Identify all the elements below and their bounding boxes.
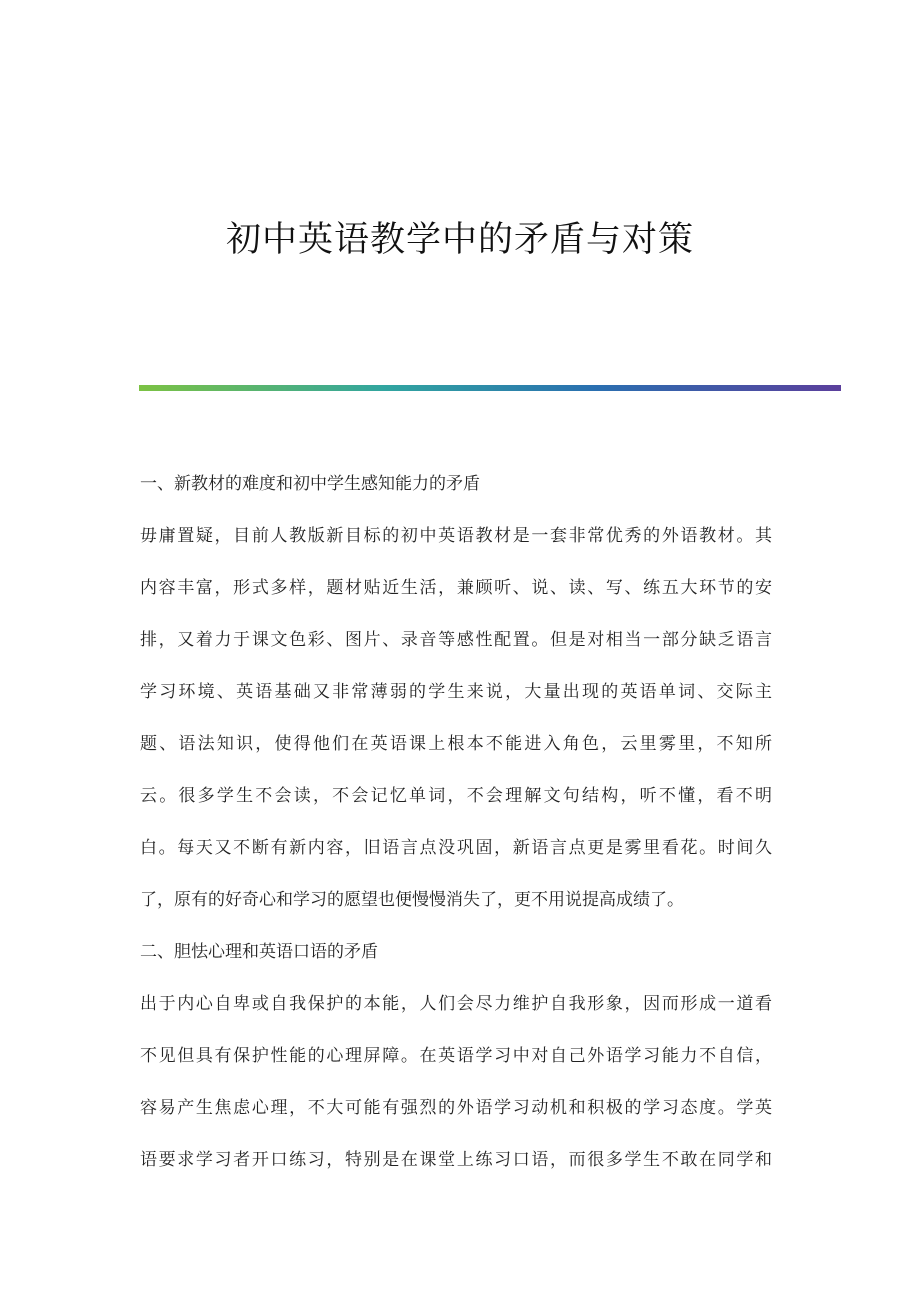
paragraph-line: 出于内心自卑或自我保护的本能，人们会尽力维护自我形象，因而形成一道看 <box>140 994 772 1014</box>
paragraph-line: 云。很多学生不会读，不会记忆单词，不会理解文句结构，听不懂，看不明 <box>140 786 772 806</box>
paragraph-line: 学习环境、英语基础又非常薄弱的学生来说，大量出现的英语单词、交际主 <box>140 682 772 702</box>
paragraph-line: 排，又着力于课文色彩、图片、录音等感性配置。但是对相当一部分缺乏语言 <box>140 630 772 650</box>
paragraph-line: 毋庸置疑，目前人教版新目标的初中英语教材是一套非常优秀的外语教材。其 <box>140 526 772 546</box>
paragraph-line: 题、语法知识，使得他们在英语课上根本不能进入角色，云里雾里，不知所 <box>140 734 772 754</box>
section-heading: 一、新教材的难度和初中学生感知能力的矛盾 <box>140 474 480 494</box>
document-title: 初中英语教学中的矛盾与对策 <box>225 220 694 260</box>
paragraph-line: 容易产生焦虑心理，不大可能有强烈的外语学习动机和积极的学习态度。学英 <box>140 1098 772 1118</box>
gradient-divider <box>139 385 841 391</box>
paragraph-line: 了，原有的好奇心和学习的愿望也便慢慢消失了，更不用说提高成绩了。 <box>140 890 684 910</box>
paragraph-line: 白。每天又不断有新内容，旧语言点没巩固，新语言点更是雾里看花。时间久 <box>140 838 772 858</box>
paragraph-line: 内容丰富，形式多样，题材贴近生活，兼顾听、说、读、写、练五大环节的安 <box>140 578 772 598</box>
section-heading: 二、胆怯心理和英语口语的矛盾 <box>140 942 378 962</box>
paragraph-line: 不见但具有保护性能的心理屏障。在英语学习中对自己外语学习能力不自信， <box>140 1046 772 1066</box>
paragraph-line: 语要求学习者开口练习，特别是在课堂上练习口语，而很多学生不敢在同学和 <box>140 1150 772 1170</box>
document-body <box>140 466 772 1194</box>
